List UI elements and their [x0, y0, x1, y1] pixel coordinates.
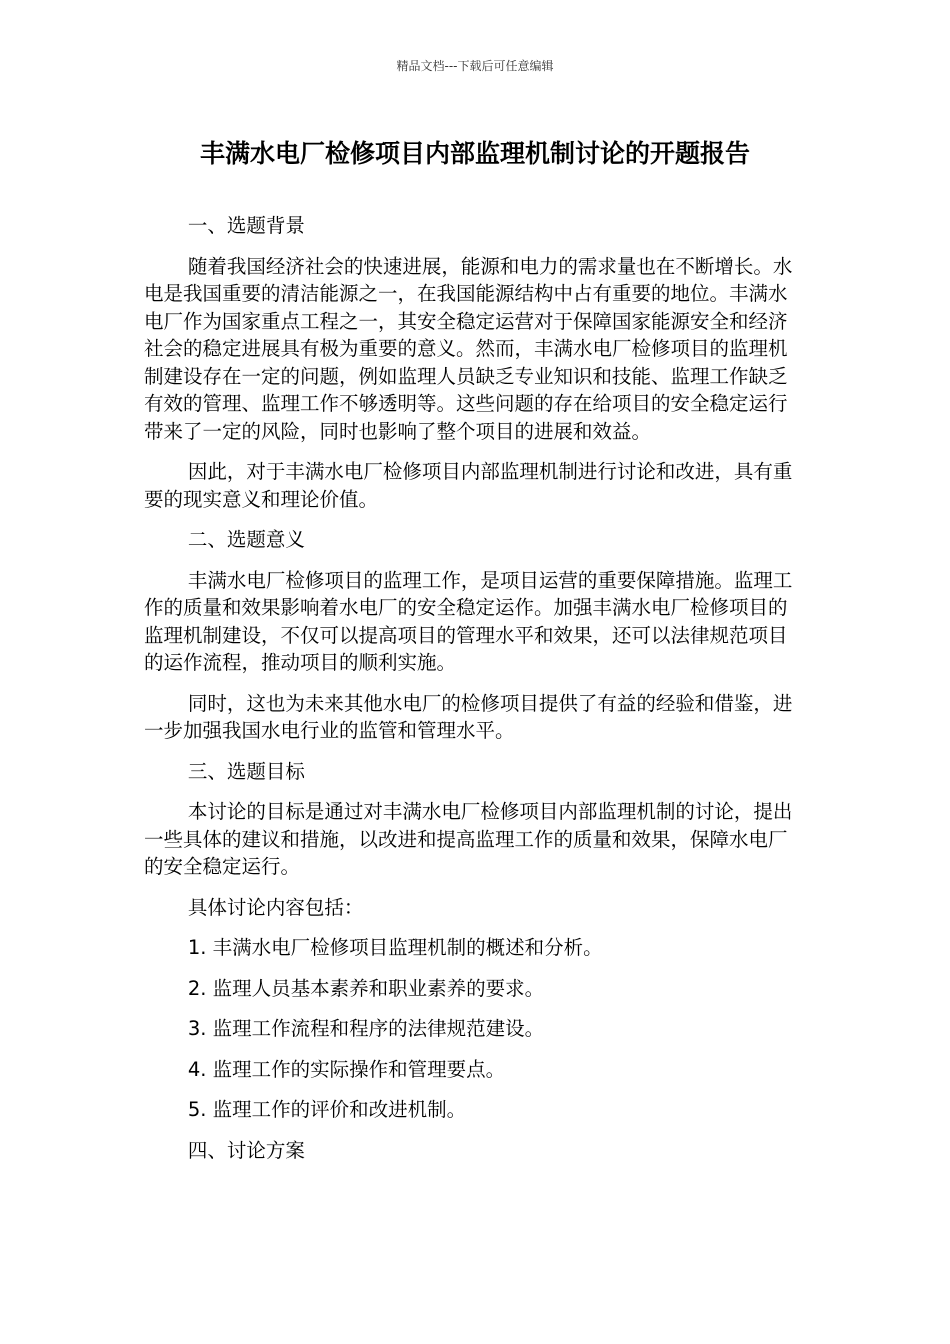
list-item: 3. 监理工作流程和程序的法律规范建设。	[187, 1017, 545, 1040]
list-item: 1. 丰满水电厂检修项目监理机制的概述和分析。	[187, 936, 603, 959]
paragraph-significance-2: 同时，这也为未来其他水电厂的检修项目提供了有益的经验和借鉴，进一步加强我国水电行业的监管和管理水平。	[144, 691, 793, 742]
section-heading-background: 一、选题背景	[187, 214, 305, 237]
paragraph-significance-1: 丰满水电厂检修项目的监理工作，是项目运营的重要保障措施。监理工作的质量和效果影响着水电厂的安全稳定运作。加强丰满水电厂检修项目的监理机制建设，不仅可以提高项目的管理水平和效果，还可以法律规范项目的运作流程，推动项目的顺利实施。	[144, 568, 793, 674]
list-item: 4. 监理工作的实际操作和管理要点。	[187, 1057, 506, 1081]
section-heading-plan: 四、讨论方案	[187, 1138, 305, 1162]
section-heading-significance: 二、选题意义	[187, 528, 305, 551]
paragraph-background-2: 因此，对于丰满水电厂检修项目内部监理机制进行讨论和改进，具有重要的现实意义和理论价值。	[144, 460, 793, 511]
document-body	[144, 212, 802, 1177]
header-note: 精品文档---下载后可任意编辑	[396, 59, 554, 73]
paragraph-background-1: 随着我国经济社会的快速进展，能源和电力的需求量也在不断增长。水电是我国重要的清洁能源之一，在我国能源结构中占有重要的地位。丰满水电厂作为国家重点工程之一，其安全稳定运营对于保障国家能源安全和经济社会的稳定进展具有极为重要的意义。然而，丰满水电厂检修项目的监理机制建设存在一定的问题，例如监理人员缺乏专业知识和技能、监理工作缺乏有效的管理、监理工作不够透明等。这些问题的存在给项目的安全稳定运行带来了一定的风险，同时也影响了整个项目的进展和效益。	[144, 254, 793, 443]
paragraph-objectives-2: 具体讨论内容包括：	[187, 895, 364, 919]
list-item: 5. 监理工作的评价和改进机制。	[187, 1098, 467, 1121]
paragraph-objectives-1: 本讨论的目标是通过对丰满水电厂检修项目内部监理机制的讨论，提出一些具体的建议和措施，以改进和提高监理工作的质量和效果，保障水电厂的安全稳定运行。	[144, 800, 793, 878]
document-title: 丰满水电厂检修项目内部监理机制讨论的开题报告	[199, 139, 750, 168]
list-item: 2. 监理人员基本素养和职业素养的要求。	[187, 976, 545, 1000]
section-heading-objectives: 三、选题目标	[187, 759, 305, 783]
